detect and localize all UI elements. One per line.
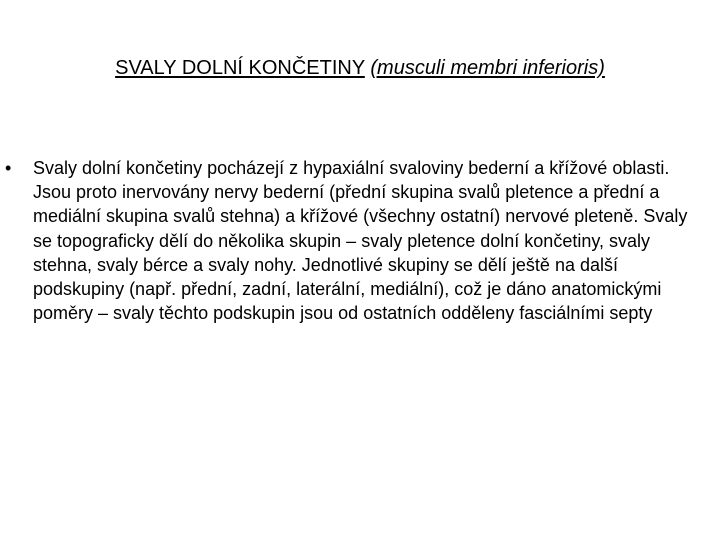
slide-title <box>0 54 720 82</box>
bullet-icon: • <box>5 158 12 178</box>
slide-content <box>5 156 693 325</box>
title-main: SVALY DOLNÍ KONČETINY <box>115 57 365 79</box>
title-latin: (musculi membri inferioris) <box>370 57 605 79</box>
bullet-text: Svaly dolní končetiny pocházejí z hypaxiální svaloviny bederní a křížové oblasti. Jsou proto inervovány nervy bederní (přední skupina svalů pletence a přední a mediální skupina svalů stehna) a křížové (všechny ostatní) nervové pleteně. Svaly se topograficky dělí do několika skupin – svaly pletence dolní končetiny, svaly stehna, svaly bérce a svaly nohy. Jednotlivé skupiny se dělí ještě na další podskupiny (např. přední, zadní, laterální, mediální), což je dáno anatomickými poměry – svaly těchto podskupin jsou od ostatních odděleny fasciálními septy <box>33 158 688 324</box>
bullet-item <box>5 156 693 325</box>
